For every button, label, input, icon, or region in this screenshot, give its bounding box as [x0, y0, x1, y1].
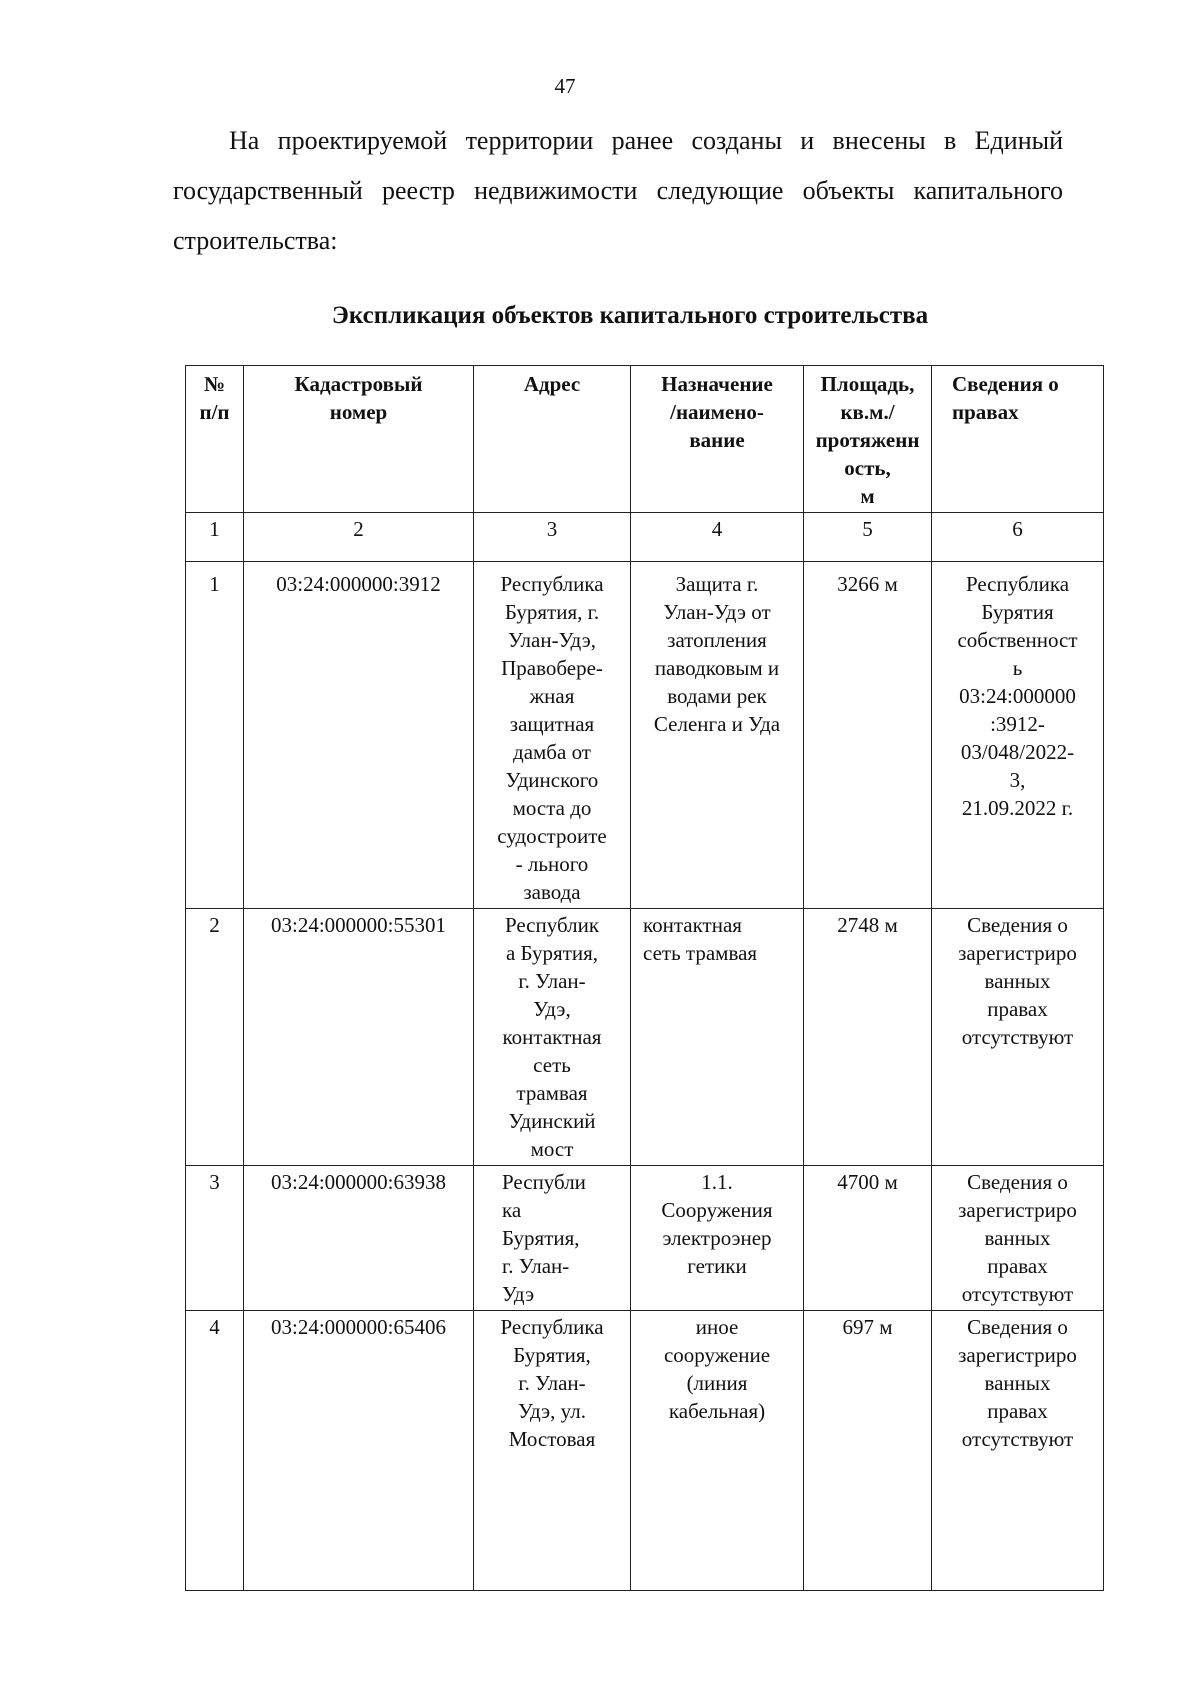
row-purpose: иное сооружение (линия кабельная) [631, 1311, 804, 1591]
row-cadastral: 03:24:000000:63938 [244, 1166, 474, 1311]
row-area: 4700 м [804, 1166, 932, 1311]
row-num: 4 [186, 1311, 244, 1591]
row-num: 1 [186, 562, 244, 909]
header-cadastral: Кадастровый номер [244, 366, 474, 513]
row-rights: Сведения о зарегистриро ванных правах отсутствуют [932, 1166, 1104, 1311]
row-area: 2748 м [804, 909, 932, 1166]
header-address: Адрес [474, 366, 631, 513]
row-address: Республи ка Бурятия, г. Улан- Удэ [474, 1166, 631, 1311]
row-purpose: Защита г. Улан-Удэ от затопления паводковым и водами рек Селенга и Уда [631, 562, 804, 909]
table-title: Экспликация объектов капитального строительства [331, 302, 929, 329]
intro-paragraph [173, 116, 1063, 266]
table-row [186, 1166, 1104, 1311]
explication-table [185, 365, 1104, 1591]
column-number: 5 [804, 513, 932, 562]
row-rights: Сведения о зарегистриро ванных правах отсутствуют [932, 909, 1104, 1166]
row-num: 3 [186, 1166, 244, 1311]
table-row [186, 909, 1104, 1166]
row-rights: Республика Бурятия собственност ь 03:24:000000 :3912- 03/048/2022- 3, 21.09.2022 г. [932, 562, 1104, 909]
row-address: Республика Бурятия, г. Улан-Удэ, Правобере- жная защитная дамба от Удинского моста до судостроите - льного завода [474, 562, 631, 909]
row-address: Республик а Бурятия, г. Улан- Удэ, контактная сеть трамвая Удинский мост [474, 909, 631, 1166]
column-number: 3 [474, 513, 631, 562]
table-header-row [186, 366, 1104, 513]
row-address: Республика Бурятия, г. Улан- Удэ, ул. Мостовая [474, 1311, 631, 1591]
row-rights: Сведения о зарегистриро ванных правах отсутствуют [932, 1311, 1104, 1591]
column-number-row [186, 513, 1104, 562]
header-area: Площадь, кв.м./ протяженн ость, м [804, 366, 932, 513]
row-cadastral: 03:24:000000:3912 [244, 562, 474, 909]
row-area: 697 м [804, 1311, 932, 1591]
page-number: 47 [554, 74, 576, 98]
header-purpose: Назначение /наимено- вание [631, 366, 804, 513]
header-num: № п/п [186, 366, 244, 513]
row-purpose: контактная сеть трамвая [631, 909, 804, 1166]
row-area: 3266 м [804, 562, 932, 909]
column-number: 2 [244, 513, 474, 562]
row-num: 2 [186, 909, 244, 1166]
column-number: 1 [186, 513, 244, 562]
intro-text: На проектируемой территории ранее созданы и внесены в Единый государственный реестр недвижимости следующие объекты капитального строительства: [173, 126, 1063, 255]
column-number: 4 [631, 513, 804, 562]
header-rights: Сведения о правах [932, 366, 1104, 513]
row-purpose: 1.1. Сооружения электроэнер гетики [631, 1166, 804, 1311]
row-cadastral: 03:24:000000:55301 [244, 909, 474, 1166]
column-number: 6 [932, 513, 1104, 562]
table-row [186, 562, 1104, 909]
row-cadastral: 03:24:000000:65406 [244, 1311, 474, 1591]
table-row [186, 1311, 1104, 1591]
